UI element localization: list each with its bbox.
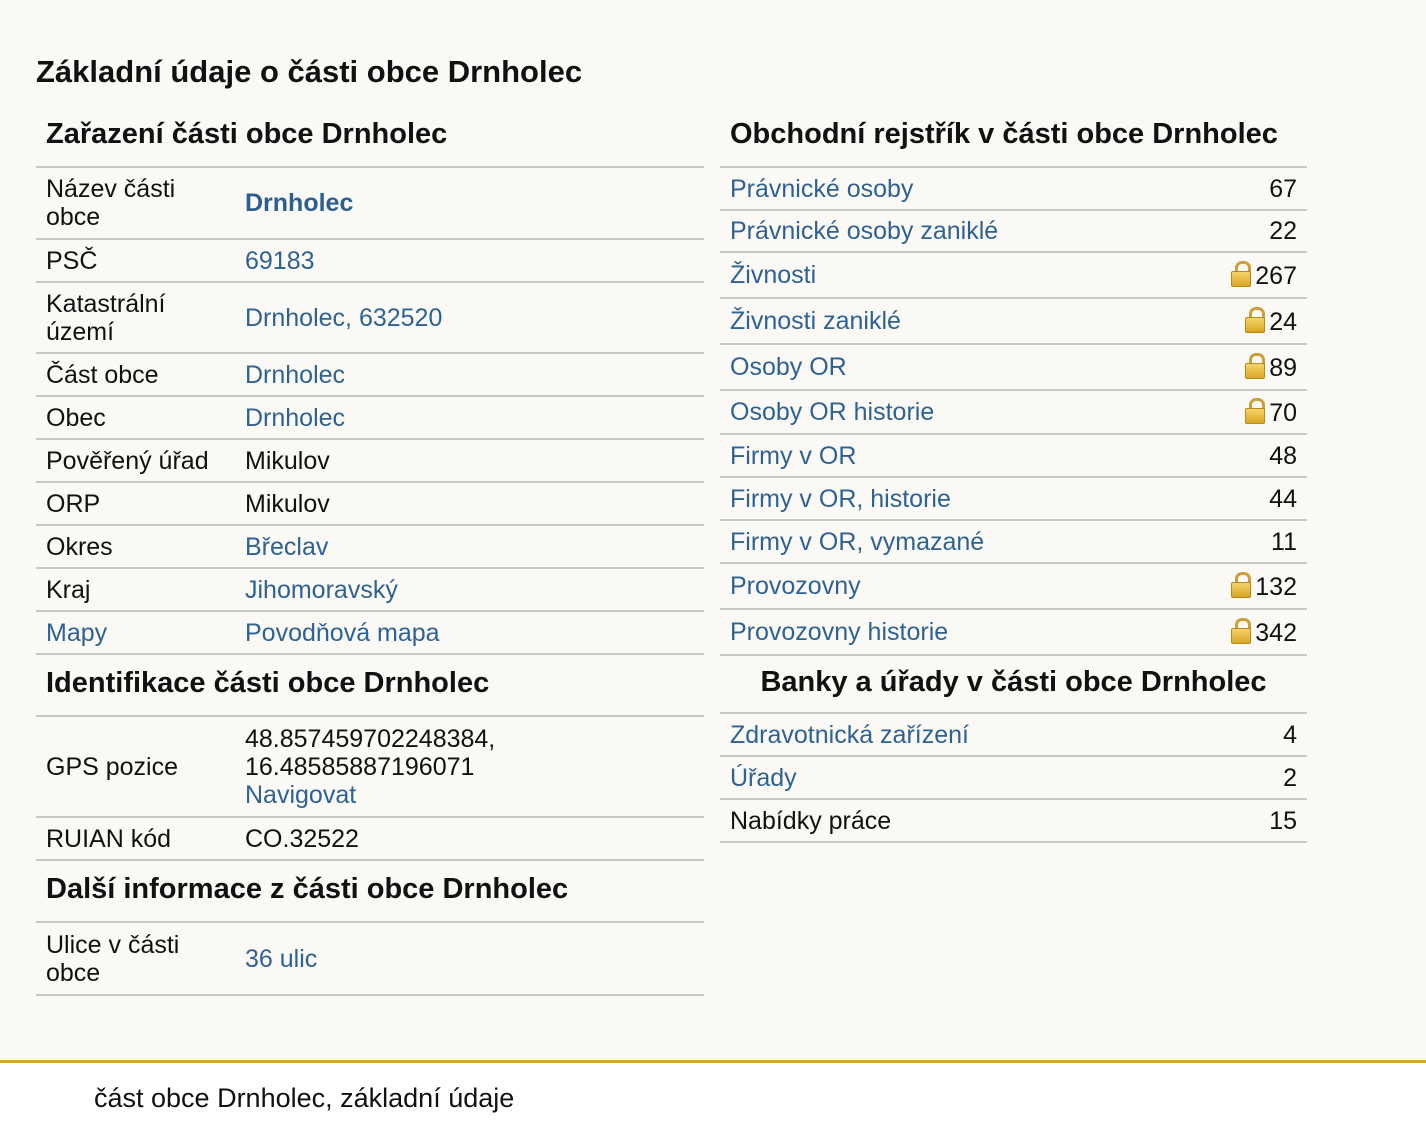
row-count: 44	[1172, 477, 1307, 520]
table-row	[36, 396, 704, 439]
gps-label: GPS pozice	[36, 717, 235, 817]
row-label: Okres	[36, 525, 235, 568]
povereny-urad-value: Mikulov	[235, 439, 704, 482]
row-label: Pověřený úřad	[36, 439, 235, 482]
row-count: 22	[1172, 210, 1307, 252]
section-title-identifikace: Identifikace části obce Drnholec	[36, 655, 704, 717]
gps-longitude: 16.48585887196071	[245, 752, 475, 781]
section-title-banky: Banky a úřady v části obce Drnholec	[720, 656, 1307, 714]
table-row	[36, 568, 704, 611]
table-row	[720, 168, 1307, 210]
table-row	[720, 520, 1307, 563]
provozovny-link[interactable]: Provozovny	[730, 572, 861, 600]
urady-link[interactable]: Úřady	[730, 763, 797, 792]
pravnicke-osoby-link[interactable]: Právnické osoby	[730, 174, 914, 203]
katastralni-uzemi-link[interactable]: Drnholec, 632520	[245, 303, 443, 332]
table-row	[720, 298, 1307, 344]
table-row	[36, 923, 704, 995]
povodnova-mapa-link[interactable]: Povodňová mapa	[245, 618, 440, 647]
provozovny-historie-link[interactable]: Provozovny historie	[730, 618, 949, 646]
gps-latitude: 48.857459702248384,	[245, 724, 496, 753]
footer-text: část obce Drnholec, základní údaje	[94, 1083, 515, 1113]
table-row	[720, 563, 1307, 609]
table-row	[720, 390, 1307, 434]
row-count: 24	[1269, 307, 1297, 336]
zarazeni-table	[36, 168, 704, 655]
row-count: 11	[1172, 520, 1307, 563]
ulice-link[interactable]: 36 ulic	[245, 944, 318, 973]
okres-link[interactable]: Břeclav	[245, 532, 329, 561]
lock-icon	[1231, 618, 1251, 644]
row-count: 342	[1255, 618, 1297, 647]
row-count: 89	[1269, 353, 1297, 382]
row-label: Katastrální území	[36, 282, 235, 353]
table-row	[720, 799, 1307, 842]
obchodni-table	[720, 168, 1307, 656]
psc-link[interactable]: 69183	[245, 246, 315, 275]
table-row	[36, 611, 704, 654]
row-label: Obec	[36, 396, 235, 439]
table-row	[36, 282, 704, 353]
table-row	[720, 252, 1307, 298]
zivnosti-link[interactable]: Živnosti	[730, 261, 817, 289]
table-row	[36, 168, 704, 239]
table-row	[36, 717, 704, 817]
row-label: Název části obce	[36, 168, 235, 239]
lock-icon	[1245, 398, 1265, 424]
banky-table	[720, 714, 1307, 843]
ulice-label: Ulice v části obce	[36, 923, 235, 995]
right-column	[720, 112, 1307, 843]
section-title-zarazeni: Zařazení části obce Drnholec	[36, 112, 704, 168]
left-column	[36, 112, 704, 996]
table-row	[720, 714, 1307, 756]
page-title: Základní údaje o části obce Drnholec	[36, 54, 583, 89]
row-count: 67	[1172, 168, 1307, 210]
lock-icon	[1245, 307, 1265, 333]
table-row	[36, 817, 704, 860]
firmy-v-or-link[interactable]: Firmy v OR	[730, 441, 857, 470]
navigovat-link[interactable]: Navigovat	[245, 780, 357, 809]
row-count: 132	[1255, 572, 1297, 601]
row-count: 4	[1216, 714, 1307, 756]
obec-link[interactable]: Drnholec	[245, 403, 346, 432]
section-title-obchodni: Obchodní rejstřík v části obce Drnholec	[720, 112, 1307, 168]
row-label: ORP	[36, 482, 235, 525]
mapy-link[interactable]: Mapy	[46, 618, 108, 647]
row-label: Kraj	[36, 568, 235, 611]
row-count: 15	[1216, 799, 1307, 842]
table-row	[720, 344, 1307, 390]
zdravotnicka-zarizeni-link[interactable]: Zdravotnická zařízení	[730, 720, 969, 749]
table-row	[36, 239, 704, 282]
section-title-dalsi: Další informace z části obce Drnholec	[36, 861, 704, 923]
identifikace-table	[36, 717, 704, 861]
lock-icon	[1231, 572, 1251, 598]
nazev-link[interactable]: Drnholec	[245, 189, 354, 217]
table-row	[36, 439, 704, 482]
lock-icon	[1245, 353, 1265, 379]
table-row	[720, 210, 1307, 252]
table-row	[720, 609, 1307, 655]
osoby-or-link[interactable]: Osoby OR	[730, 353, 847, 381]
table-row	[720, 477, 1307, 520]
zivnosti-zanikle-link[interactable]: Živnosti zaniklé	[730, 307, 901, 335]
row-label: PSČ	[36, 239, 235, 282]
table-row	[36, 353, 704, 396]
nabidky-prace-label: Nabídky práce	[720, 799, 1216, 842]
kraj-link[interactable]: Jihomoravský	[245, 575, 398, 604]
ruian-value: CO.32522	[235, 817, 704, 860]
firmy-v-or-historie-link[interactable]: Firmy v OR, historie	[730, 484, 951, 513]
dalsi-table	[36, 923, 704, 996]
table-row	[36, 482, 704, 525]
row-count: 48	[1172, 434, 1307, 477]
lock-icon	[1231, 261, 1251, 287]
ruian-label: RUIAN kód	[36, 817, 235, 860]
firmy-v-or-vymazane-link[interactable]: Firmy v OR, vymazané	[730, 527, 985, 556]
table-row	[36, 525, 704, 568]
row-count: 70	[1269, 398, 1297, 427]
row-count: 267	[1255, 261, 1297, 290]
row-count: 2	[1216, 756, 1307, 799]
pravnicke-osoby-zanikle-link[interactable]: Právnické osoby zaniklé	[730, 217, 999, 245]
cast-obce-link[interactable]: Drnholec	[245, 360, 346, 389]
table-row	[720, 434, 1307, 477]
table-row	[720, 756, 1307, 799]
row-label: Část obce	[36, 353, 235, 396]
orp-value: Mikulov	[235, 482, 704, 525]
osoby-or-historie-link[interactable]: Osoby OR historie	[730, 398, 935, 426]
